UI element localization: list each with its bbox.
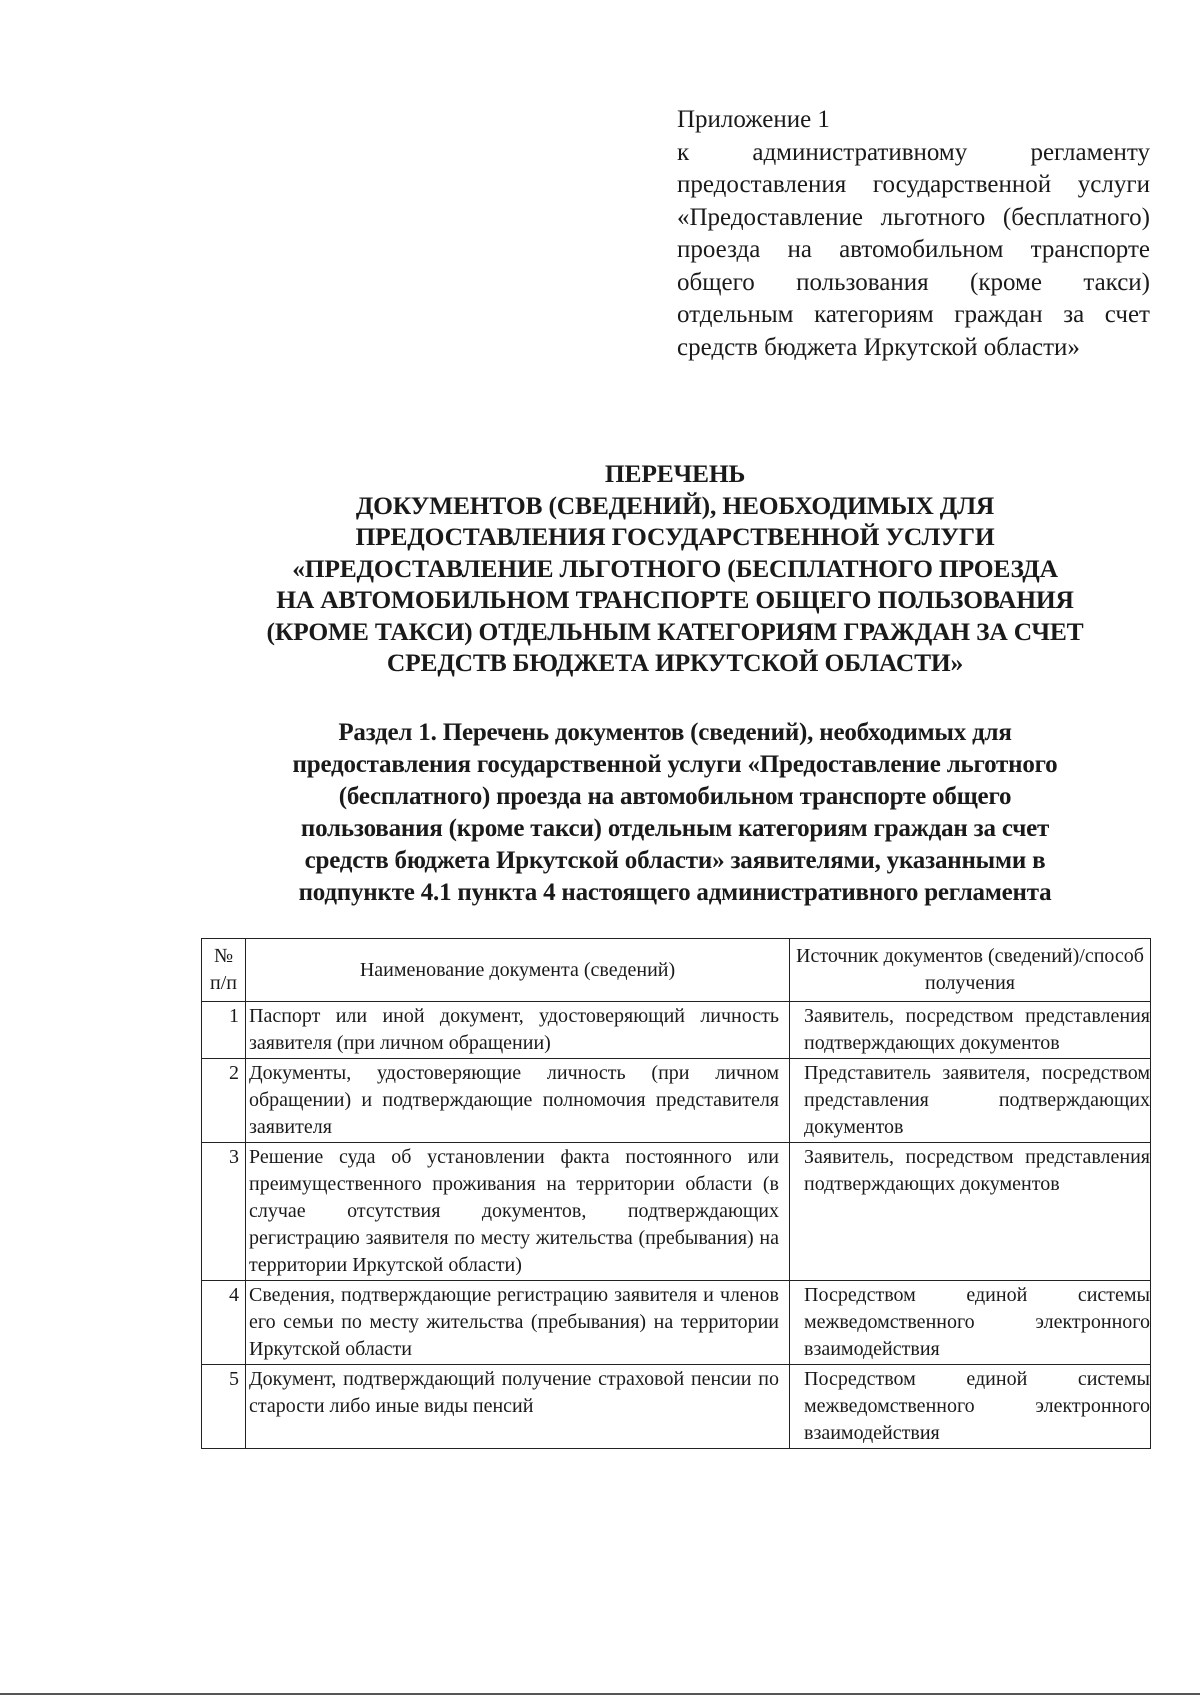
table-row: [202, 1059, 1151, 1143]
section-title-line: пользования (кроме такси) отдельным категориям граждан за счет: [300, 815, 1050, 842]
row-document-name: Сведения, подтверждающие регистрацию заявителя и членов его семьи по месту жительства (пребывания) на территории Иркутской области: [246, 1281, 790, 1365]
section-title-line: (бесплатного) проезда на автомобильном транспорте общего: [338, 783, 1012, 810]
row-number: 4: [202, 1281, 246, 1365]
document-title-line: ПРЕДОСТАВЛЕНИЯ ГОСУДАРСТВЕННОЙ УСЛУГИ: [355, 522, 995, 551]
document-title: [150, 458, 1200, 679]
appendix-body: к административному регламенту предоставления государственной услуги «Предоставление льготного (бесплатного) проезда на автомобильном транспорте общего пользования (кроме такси) отдельным категориям граждан за счет средств бюджета Иркутской области»: [677, 138, 1150, 361]
header-number: № п/п: [202, 939, 246, 1002]
document-title-line: ПЕРЕЧЕНЬ: [604, 459, 746, 488]
row-number: 5: [202, 1365, 246, 1449]
row-number: 1: [202, 1002, 246, 1059]
document-title-line: «ПРЕДОСТАВЛЕНИЕ ЛЬГОТНОГО (БЕСПЛАТНОГО ПРОЕЗДА: [292, 553, 1058, 583]
section-title-line: средств бюджета Иркутской области» заявителями, указанными в: [304, 847, 1046, 874]
row-source: Заявитель, посредством представления подтверждающих документов: [790, 1002, 1151, 1059]
document-title-line: СРЕДСТВ БЮДЖЕТА ИРКУТСКОЙ ОБЛАСТИ»: [386, 648, 964, 677]
row-source: Посредством единой системы межведомственного электронного взаимодействия: [790, 1365, 1151, 1449]
row-document-name: Документ, подтверждающий получение страховой пенсии по старости либо иные виды пенсий: [246, 1365, 790, 1449]
document-title-line: ДОКУМЕНТОВ (СВЕДЕНИЙ), НЕОБХОДИМЫХ ДЛЯ: [355, 490, 995, 520]
table-row: [202, 1281, 1151, 1365]
appendix-title: Приложение 1: [677, 106, 830, 133]
section-title-line: предоставления государственной услуги «Предоставление льготного: [292, 751, 1058, 778]
section-title-line: Раздел 1. Перечень документов (сведений), необходимых для: [338, 719, 1012, 746]
header-document-name: Наименование документа (сведений): [246, 939, 790, 1002]
documents-table: [201, 938, 1151, 1449]
table-row: [202, 1365, 1151, 1449]
row-number: 2: [202, 1059, 246, 1143]
table-row: [202, 1143, 1151, 1281]
table-header-row: [202, 939, 1151, 1002]
row-number: 3: [202, 1143, 246, 1281]
row-document-name: Решение суда об установлении факта постоянного или преимущественного проживания на территории области (в случае отсутствия документов, подтверждающих регистрацию заявителя по месту жительства (пребывания) на территории Иркутской области): [246, 1143, 790, 1281]
row-document-name: Документы, удостоверяющие личность (при личном обращении) и подтверждающие полномочия представителя заявителя: [246, 1059, 790, 1143]
section-title: [150, 717, 1200, 909]
header-source: Источник документов (сведений)/способ получения: [790, 939, 1151, 1002]
appendix-block: [677, 104, 1150, 364]
document-title-line: НА АВТОМОБИЛЬНОМ ТРАНСПОРТЕ ОБЩЕГО ПОЛЬЗОВАНИЯ: [276, 585, 1074, 614]
row-source: Заявитель, посредством представления подтверждающих документов: [790, 1143, 1151, 1281]
section-title-line: подпункте 4.1 пункта 4 настоящего административного регламента: [298, 879, 1052, 906]
row-source: Посредством единой системы межведомственного электронного взаимодействия: [790, 1281, 1151, 1365]
table-row: [202, 1002, 1151, 1059]
page-bottom-edge: [0, 1693, 1200, 1695]
row-document-name: Паспорт или иной документ, удостоверяющий личность заявителя (при личном обращении): [246, 1002, 790, 1059]
document-title-line: (КРОМЕ ТАКСИ) ОТДЕЛЬНЫМ КАТЕГОРИЯМ ГРАЖДАН ЗА СЧЕТ: [266, 616, 1084, 646]
row-source: Представитель заявителя, посредством представления подтверждающих документов: [790, 1059, 1151, 1143]
